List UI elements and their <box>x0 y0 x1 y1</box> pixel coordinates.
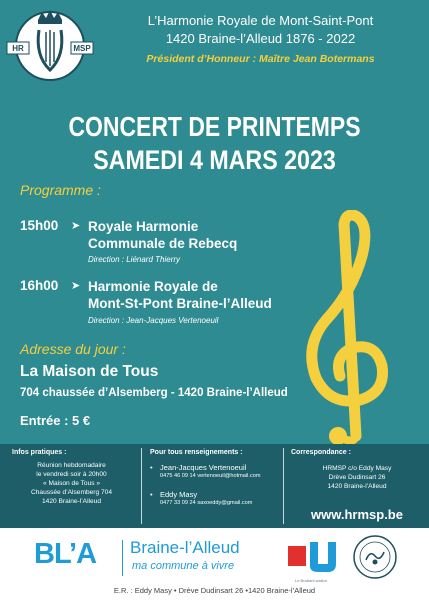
arrow-icon: ➤ <box>71 280 81 292</box>
arrow-icon: ➤ <box>71 220 81 232</box>
address-label: Adresse du jour : <box>20 341 126 357</box>
correspondence-heading: Correspondance : <box>291 449 351 456</box>
slot-1-direction: Direction : Liénard Thierry <box>88 255 181 264</box>
bla-tagline: ma commune à vivre <box>132 560 235 572</box>
harmonie-logo <box>5 6 95 86</box>
slot-1-line-2: Communale de Rebecq <box>88 236 238 251</box>
contact-2-name: Eddy Masy <box>160 490 198 499</box>
column-divider <box>141 448 142 524</box>
correspondence-line: 1420 Braine-l’Alleud <box>327 483 387 490</box>
practical-line: « Maison de Tous » <box>42 480 101 487</box>
footer <box>0 528 429 600</box>
practical-heading: Infos pratiques : <box>12 449 67 456</box>
brabant-wallon-logo <box>280 536 342 578</box>
bullet-icon: • <box>150 490 153 499</box>
responsible-editor-line: E.R. : Eddy Masy • Drève Dudinsart 26 •1420 Braine-l’Alleud <box>113 586 316 595</box>
bullet-icon: • <box>150 463 153 472</box>
slot-1-line-1: Royale Harmonie <box>88 219 199 234</box>
federation-seal-icon <box>352 534 398 580</box>
correspondence-line: Drève Dudinsart 26 <box>328 474 386 481</box>
org-address: 1420 Braine-l’Alleud 1876 - 2022 <box>165 31 356 46</box>
concert-title: CONCERT DE PRINTEMPS <box>68 111 361 142</box>
slot-1-time: 15h00 <box>20 218 59 233</box>
logo-divider <box>122 540 123 576</box>
entry-price: Entrée : 5 € <box>20 413 91 428</box>
practical-line: 1420 Braine-l’Alleud <box>41 498 101 505</box>
contacts-heading: Pour tous renseignements : <box>150 449 243 456</box>
contacts-info <box>146 444 280 528</box>
website-link[interactable]: www.hrmsp.be <box>311 507 403 522</box>
bla-logo-mark: BL’A <box>34 538 97 570</box>
practical-line: Réunion hebdomadaire <box>37 462 106 469</box>
slot-2-direction: Direction : Jean-Jacques Vertenoeuil <box>88 316 219 325</box>
contact-1-name: Jean-Jacques Vertenoeuil <box>160 463 247 472</box>
practical-info <box>4 444 139 528</box>
practical-line: le vendredi soir à 20h00 <box>36 471 107 478</box>
column-divider <box>283 448 284 524</box>
correspondence-line: HRMSP c/o Eddy Masy <box>322 465 392 472</box>
concert-date: SAMEDI 4 MARS 2023 <box>93 145 336 175</box>
programme-label: Programme : <box>20 182 101 198</box>
venue-name: La Maison de Tous <box>20 363 159 380</box>
contact-2-details: 0477 33 09 24 saxoeddy@gmail.com <box>160 500 253 506</box>
venue-address: 704 chaussée d’Alsemberg - 1420 Braine-l’Alleud <box>20 387 288 399</box>
honorary-president: Président d’Honneur : Maître Jean Botermans <box>146 53 375 65</box>
contact-1-details: 0475 46 09 14 vertenoeuil@hotmail.com <box>160 473 261 479</box>
slot-2-line-2: Mont-St-Pont Braine-l’Alleud <box>88 296 272 311</box>
slot-2-time: 16h00 <box>20 278 59 293</box>
org-name: L’Harmonie Royale de Mont-Saint-Pont <box>147 13 374 28</box>
treble-clef-icon <box>300 210 395 445</box>
logo-msp-text: MSP <box>73 44 91 53</box>
bla-city-name: Braine-l’Alleud <box>130 538 240 557</box>
brabant-wallon-label: Le Brabant wallon <box>294 578 328 583</box>
correspondence-info <box>287 444 427 528</box>
logo-hr-text: HR <box>12 44 24 53</box>
practical-line: Chaussée d’Alsemberg 704 <box>30 489 112 496</box>
slot-2-line-1: Harmonie Royale de <box>88 279 218 294</box>
info-band <box>0 444 429 528</box>
